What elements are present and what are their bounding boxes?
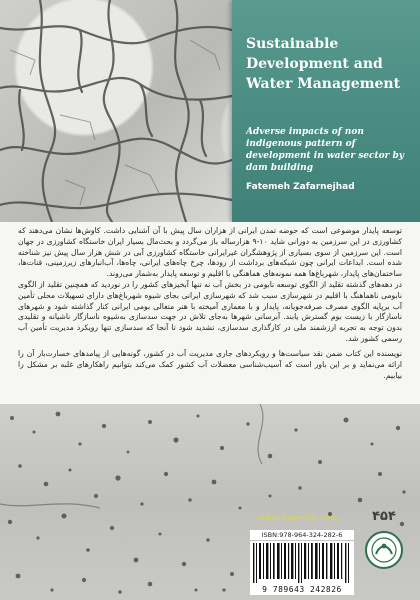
speckle-pattern	[0, 404, 420, 600]
author-name: Fatemeh Zafarnejhad	[246, 182, 355, 192]
title-panel	[232, 0, 420, 222]
cover-photo-cracked-earth	[0, 0, 420, 222]
publisher-logo-icon	[364, 530, 404, 570]
description-paragraph-1: توسعه پایدار موضوعی است که حوضه تمدن ایرانی از هزاران سال پیش با آن آشنایی داشت. کاوش‌ها نشان می‌دهند که کشاورزی در این سرزمین به دورانی شاید ۱۰-۹ هزارساله باز می‌گردد و بحث‌مال بسیار ایران خاستگاه کشاورزی در جهان است. این سرزمین از سوی بسیاری از پژوهشگران غیرایرانی خاستگاه کشاورزی آبی در شش هزار سال پیش نیز شناخته شده است. ابداعات ایرانی چون شبکه‌های برداشت از رودها، چرخ چاه‌های ایرانی، چاه‌ها، آب‌انبارهای زیرزمینی، قنات‌ها، ساختمان‌های پایدار، شهرباغ‌ها همه نمونه‌های هماهنگی با اقلیم و توسعه پایدار به‌شمار می‌روند.	[18, 226, 403, 279]
book-title: Sustainable Development and Water Management	[246, 36, 401, 92]
book-code-number: ۴۵۴	[372, 509, 396, 524]
description-section	[0, 222, 420, 404]
publisher-website: www.ijdpress.com	[258, 514, 338, 522]
isbn-label: ISBN:978-964-324-282-6	[250, 530, 354, 540]
description-paragraph-2: در دهه‌های گذشته تقلید از الگوی توسعه نابومی در بخش آب نه تنها آبخیزهای کشور را در نوردید که همچنین تقلید از الگوی نابومی ناهماهنگ با اقلیم در شهرسازی سبب شد که شهرسازی ایرانی بجای شیوه شهرباغ‌های دارای تسهیلات محلی تأمین آب برپایه الگوی مصرف صرفه‌جویانه، پایدار و با معماری آمیخته با هنر متعالی بومی ایرانی کنار گذاشته شود و شهرهای ناسازگار با زیست بوم گسترش یابند. آبرسانی شهرها به‌جای تلاش در جهت سدسازی به‌شیوه ناسازگار ناشیانه و تقلیدی بدون توجه به تجربه ارزشمند ملی در کارگذاری سدسازی، تشدید شود تا آنجا که سدسازی تنها رویکرد مدیریت تأمین آب رسمی کشور شد.	[18, 280, 402, 343]
book-subtitle: Adverse impacts of non indigenous pattern of development in water sector by dam building	[246, 127, 405, 173]
description-paragraph-3: نویسنده این کتاب ضمن نقد سیاست‌ها و رویکردهای جاری مدیریت آب در کشور، گونه‌هایی از پیامدهای خسارت‌بار آن را ارائه می‌نماید و بر این باور است که آسیب‌شناسی معضلات آب کشور کمک می‌کند بتوانیم راهکارهای غلبه بر مشکل را بیابیم.	[18, 349, 402, 380]
barcode-bars	[253, 543, 351, 583]
barcode	[250, 541, 354, 595]
cover-photo-speckled-ground	[0, 404, 420, 600]
barcode-digits: 9 789643 242826	[262, 585, 342, 594]
